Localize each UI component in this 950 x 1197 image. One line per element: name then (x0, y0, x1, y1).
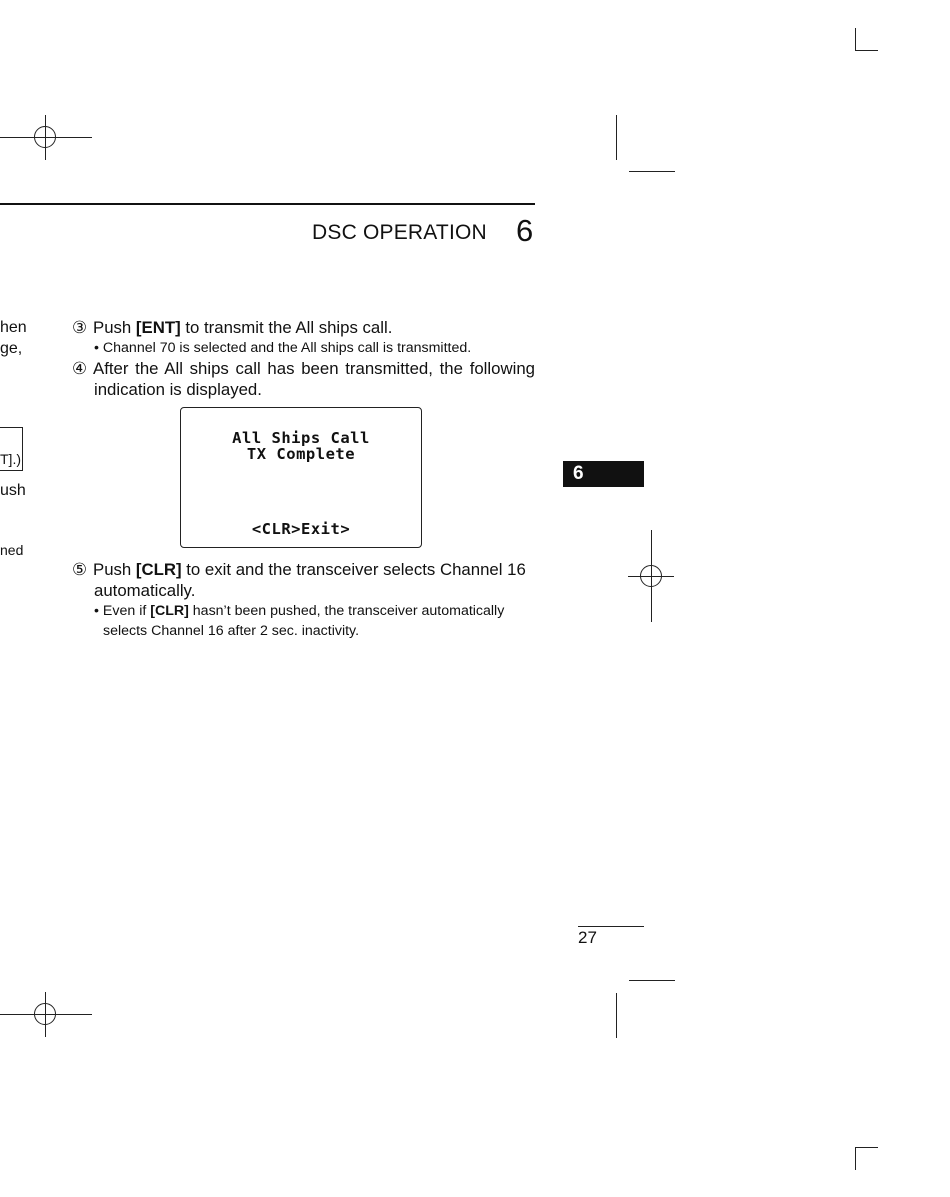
section-number: 6 (516, 213, 534, 248)
page-number: 27 (578, 928, 597, 947)
page-number-rule (578, 926, 644, 927)
header-rule (0, 203, 535, 205)
crop-mark-bottom-right-vertical (855, 1147, 856, 1170)
step-3 (72, 317, 392, 338)
left-fragment-5: ned (0, 542, 24, 558)
step-5-note (94, 601, 504, 621)
left-fragment-1: hen (0, 319, 27, 336)
step-4-line2: indication is displayed. (94, 380, 262, 399)
chapter-tab (563, 461, 644, 487)
crop-mark-bottom-right-horizontal (855, 1147, 878, 1148)
lcd-line-3: <CLR>Exit> (251, 520, 351, 538)
step-5-text-before: Push (93, 560, 136, 579)
step-3-number: ③ (72, 318, 88, 337)
left-fragment-2: ge, (0, 340, 23, 357)
step-4-line1: After the All ships call has been transmitted, the following (93, 359, 535, 378)
step-5-line2: automatically. (94, 581, 196, 600)
step-5-key: [CLR] (135, 560, 182, 579)
step-3-note: • Channel 70 is selected and the All ships call is transmitted. (94, 340, 472, 356)
step-3-text-after: to transmit the All ships call. (180, 318, 393, 337)
step-5-text-after: to exit and the transceiver selects Channel 16 (181, 560, 526, 579)
step-5-note-after: hasn’t been pushed, the transceiver automatically (188, 603, 505, 619)
step-5-note-key: [CLR] (150, 603, 189, 619)
registration-mark-top-left-circle (34, 126, 56, 148)
step-5 (72, 559, 526, 580)
lcd-line-2: TX Complete (246, 445, 356, 463)
lcd-line-1: All Ships Call (232, 429, 370, 447)
chapter-tab-label: 6 (573, 463, 584, 484)
trim-mark-bottom-horizontal (629, 980, 675, 981)
section-title: DSC OPERATION (312, 221, 487, 244)
registration-mark-right-circle (640, 565, 662, 587)
step-5-number: ⑤ (72, 560, 88, 579)
step-4-number: ④ (72, 359, 88, 378)
crop-mark-top-right-horizontal (855, 50, 878, 51)
step-4 (72, 358, 535, 400)
trim-mark-top-horizontal (629, 171, 675, 172)
crop-mark-top-right-vertical (855, 28, 856, 51)
trim-mark-top-vertical (616, 115, 617, 160)
trim-mark-bottom-vertical (616, 993, 617, 1038)
registration-mark-bottom-left-circle (34, 1003, 56, 1025)
left-fragment-3: T].) (0, 451, 21, 467)
lcd-display (180, 407, 422, 548)
step-5-note-line2: selects Channel 16 after 2 sec. inactivity. (103, 623, 360, 639)
step-3-key: [ENT] (135, 318, 181, 337)
left-fragment-4: ush (0, 482, 26, 499)
step-5-note-before: • Even if (94, 603, 151, 619)
step-3-text-before: Push (93, 318, 136, 337)
